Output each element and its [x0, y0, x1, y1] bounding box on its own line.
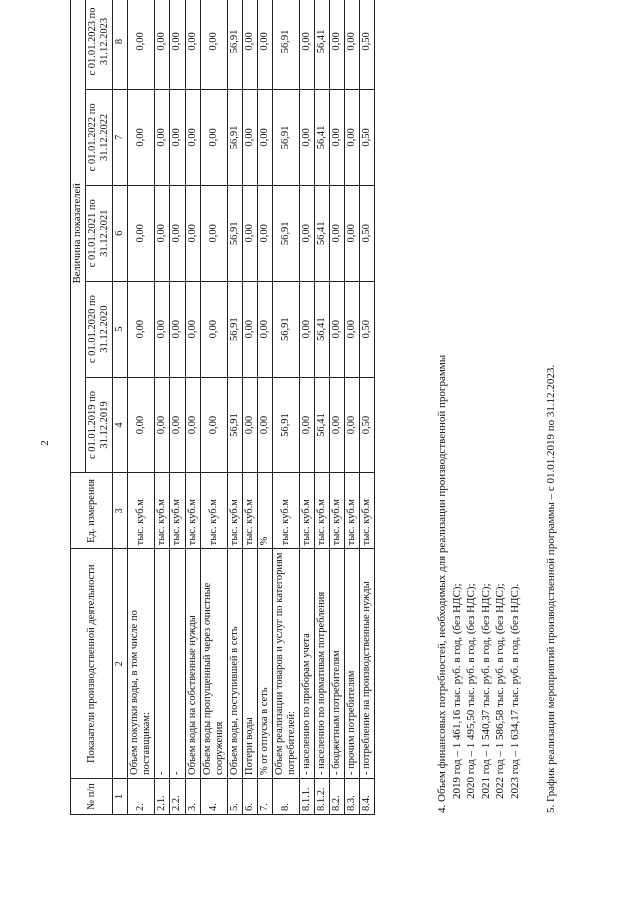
row-value: 0,00 — [200, 185, 227, 281]
column-numbers-row — [113, 0, 128, 815]
row-value: 0,50 — [360, 377, 375, 473]
col-number: 4 — [113, 377, 128, 473]
row-value: 56,91 — [227, 185, 242, 281]
row-value: 0,00 — [242, 281, 257, 377]
section-4-line: 2019 год – 1 461,16 тыс. руб. в год, (без НДС); — [450, 583, 463, 799]
page-number: 2 — [38, 440, 51, 446]
row-value: 0,00 — [345, 89, 360, 185]
table-row — [185, 0, 200, 815]
row-value: 0,00 — [155, 377, 170, 473]
row-indicator: Объем воды пропущенный через очистные сооружения — [200, 549, 227, 779]
row-unit: тыс. куб.м — [200, 473, 227, 549]
row-value: 0,00 — [185, 377, 200, 473]
section-4-line: 2023 год – 1 634,17 тыс. руб. в год, (без НДС). — [508, 583, 521, 799]
row-value: 0,00 — [170, 89, 185, 185]
row-value: 0,00 — [345, 185, 360, 281]
section-4-line: 2020 год – 1 495,50 тыс. руб. в год, (без НДС); — [465, 583, 477, 799]
row-value: 0,00 — [185, 89, 200, 185]
col-number: 6 — [113, 185, 128, 281]
row-number: 8.2. — [330, 779, 345, 815]
row-value: 0,00 — [242, 0, 257, 89]
row-unit: тыс. куб.м — [272, 473, 299, 549]
row-value: 56,41 — [315, 281, 330, 377]
row-value: 0,00 — [257, 377, 272, 473]
table-row — [128, 0, 155, 815]
table-row — [227, 0, 242, 815]
table-row — [360, 0, 375, 815]
row-value: 0,00 — [242, 185, 257, 281]
section-5: 5. График реализации мероприятий производственной программы – с 01.01.2019 по 31.12.2023. — [545, 364, 557, 813]
header-indicator: Показатели производственной деятельности — [71, 549, 113, 779]
row-value: 0,50 — [360, 281, 375, 377]
row-unit: тыс. куб.м — [128, 473, 155, 549]
row-value: 56,41 — [315, 0, 330, 89]
row-value: 0,50 — [360, 89, 375, 185]
row-indicator: - бюджетным потребителям — [330, 549, 345, 779]
row-value: 0,00 — [300, 89, 315, 185]
header-period: с 01.01.2023 по 31.12.2023 — [86, 0, 113, 89]
row-value: 56,41 — [315, 377, 330, 473]
section-4-line: 2021 год – 1 540,37 тыс. руб. в год, (без НДС); — [479, 583, 492, 799]
row-number: 8. — [272, 779, 299, 815]
row-value: 0,00 — [170, 281, 185, 377]
table-row — [300, 0, 315, 815]
row-value: 0,00 — [257, 281, 272, 377]
row-value: 0,00 — [128, 185, 155, 281]
row-number: 6. — [242, 779, 257, 815]
header-period: с 01.01.2021 по 31.12.2021 — [86, 185, 113, 281]
header-period: с 01.01.2019 по 31.12.2019 — [86, 377, 113, 473]
table-row — [272, 0, 299, 815]
row-indicator: - населению по приборам учета — [300, 549, 315, 779]
row-value: 0,00 — [128, 377, 155, 473]
row-value: 0,00 — [330, 0, 345, 89]
row-indicator: % от отпуска в сеть — [257, 549, 272, 779]
row-value: 0,00 — [257, 0, 272, 89]
row-value: 56,91 — [227, 281, 242, 377]
header-num: № п/п — [71, 779, 113, 815]
row-indicator: - потребление на производственные нужды — [360, 549, 375, 779]
row-indicator: Объем реализации товаров и услуг по категориям потребителей: — [272, 549, 299, 779]
col-number: 3 — [113, 473, 128, 549]
header-period: с 01.01.2022 по 31.12.2022 — [86, 89, 113, 185]
row-indicator: Объем воды, поступившей в сеть — [227, 549, 242, 779]
row-unit: тыс. куб.м — [330, 473, 345, 549]
row-value: 0,00 — [170, 0, 185, 89]
row-value: 0,00 — [200, 89, 227, 185]
row-value: 56,41 — [315, 185, 330, 281]
section-4-line: 2022 год – 1 586,58 тыс. руб. в год, (без НДС); — [494, 583, 506, 799]
row-value: 0,00 — [128, 0, 155, 89]
row-unit: тыс. куб.м — [242, 473, 257, 549]
row-value: 0,00 — [330, 89, 345, 185]
indicators-table — [70, 0, 375, 815]
row-unit: тыс. куб.м — [155, 473, 170, 549]
row-value: 0,00 — [155, 185, 170, 281]
row-number: 2. — [128, 779, 155, 815]
section-4 — [435, 355, 522, 813]
row-unit: тыс. куб.м — [170, 473, 185, 549]
col-number: 2 — [113, 549, 128, 779]
row-value: 0,00 — [185, 281, 200, 377]
table-row — [315, 0, 330, 815]
row-unit: тыс. куб.м — [227, 473, 242, 549]
row-number: 2.2. — [170, 779, 185, 815]
row-value: 0,00 — [200, 377, 227, 473]
row-value: 0,00 — [170, 185, 185, 281]
row-value: 0,00 — [242, 377, 257, 473]
row-value: 0,00 — [330, 185, 345, 281]
row-value: 0,00 — [155, 89, 170, 185]
row-unit: тыс. куб.м — [345, 473, 360, 549]
row-number: 7. — [257, 779, 272, 815]
row-indicator: Объем воды на собственные нужды — [185, 549, 200, 779]
row-unit: % — [257, 473, 272, 549]
row-value: 0,00 — [242, 89, 257, 185]
row-unit: тыс. куб.м — [300, 473, 315, 549]
row-value: 56,91 — [272, 281, 299, 377]
row-number: 4. — [200, 779, 227, 815]
row-value: 0,00 — [128, 281, 155, 377]
row-value: 0,00 — [257, 185, 272, 281]
row-value: 0,00 — [345, 377, 360, 473]
row-value: 0,00 — [300, 377, 315, 473]
table-row — [170, 0, 185, 815]
table-row — [345, 0, 360, 815]
header-period: с 01.01.2020 по 31.12.2020 — [86, 281, 113, 377]
row-value: 56,91 — [272, 89, 299, 185]
row-indicator: Потери воды — [242, 549, 257, 779]
row-indicator: - — [170, 549, 185, 779]
row-unit: тыс. куб.м — [185, 473, 200, 549]
row-unit: тыс. куб.м — [315, 473, 330, 549]
row-number: 8.1.2. — [315, 779, 330, 815]
row-value: 56,91 — [272, 0, 299, 89]
row-indicator: Объем покупки воды, в том числе по поставщикам: — [128, 549, 155, 779]
table-row — [242, 0, 257, 815]
row-value: 0,00 — [300, 185, 315, 281]
row-value: 0,50 — [360, 185, 375, 281]
row-number: 3. — [185, 779, 200, 815]
table-row — [330, 0, 345, 815]
row-value: 0,00 — [155, 281, 170, 377]
header-group: Величина показателей — [71, 0, 86, 473]
row-indicator: - населению по нормативам потребления — [315, 549, 330, 779]
row-value: 56,91 — [227, 0, 242, 89]
row-value: 0,00 — [345, 281, 360, 377]
row-number: 8.1.1. — [300, 779, 315, 815]
table-row — [257, 0, 272, 815]
row-value: 0,00 — [345, 0, 360, 89]
row-value: 0,00 — [300, 281, 315, 377]
col-number: 7 — [113, 89, 128, 185]
row-value: 0,00 — [128, 89, 155, 185]
row-value: 56,91 — [227, 377, 242, 473]
row-value: 0,00 — [330, 281, 345, 377]
row-unit: тыс. куб.м — [360, 473, 375, 549]
row-value: 0,00 — [300, 0, 315, 89]
row-value: 0,00 — [330, 377, 345, 473]
col-number: 8 — [113, 0, 128, 89]
row-number: 2.1. — [155, 779, 170, 815]
row-value: 0,00 — [155, 0, 170, 89]
row-number: 8.3. — [345, 779, 360, 815]
table-row — [200, 0, 227, 815]
table-row — [155, 0, 170, 815]
col-number: 1 — [113, 779, 128, 815]
row-number: 5. — [227, 779, 242, 815]
row-value: 0,00 — [200, 281, 227, 377]
row-value: 56,91 — [272, 377, 299, 473]
col-number: 5 — [113, 281, 128, 377]
row-value: 56,91 — [272, 185, 299, 281]
row-value: 0,00 — [185, 0, 200, 89]
row-indicator: - — [155, 549, 170, 779]
row-number: 8.4. — [360, 779, 375, 815]
row-value: 56,91 — [227, 89, 242, 185]
header-unit: Ед. измерения — [71, 473, 113, 549]
row-value: 56,41 — [315, 89, 330, 185]
row-value: 0,50 — [360, 0, 375, 89]
section-4-title: 4. Объем финансовых потребностей, необходимых для реализации производственной программы — [436, 354, 448, 813]
row-value: 0,00 — [185, 185, 200, 281]
row-indicator: - прочим потребителям — [345, 549, 360, 779]
row-value: 0,00 — [200, 0, 227, 89]
row-value: 0,00 — [170, 377, 185, 473]
row-value: 0,00 — [257, 89, 272, 185]
